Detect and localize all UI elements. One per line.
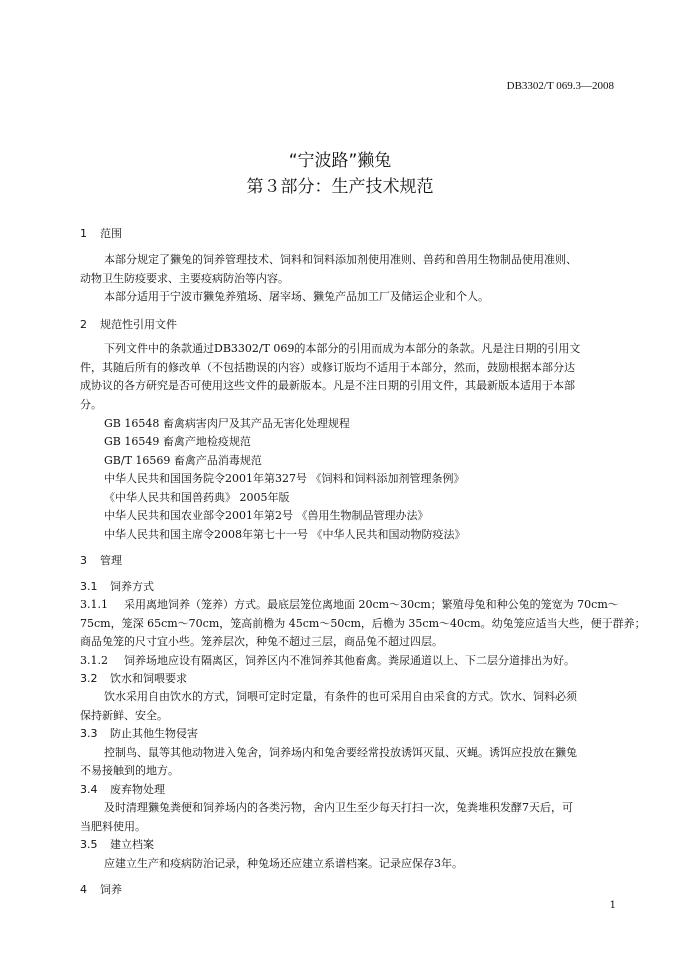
paragraph-line: 商品兔笼的尺寸宜小些。笼养层次，种兔不超过三层，商品兔不超过四层。 <box>80 635 443 648</box>
reference-item: GB/T 16569 畜禽产品消毒规范 <box>104 454 262 467</box>
paragraph-line: 下列文件中的条款通过DB3302/T 069的本部分的引用而成为本部分的条款。凡是注日期的引用文 <box>104 342 581 355</box>
paragraph-line: 应建立生产和疫病防治记录，种兔场还应建立系谱档案。记录应保存3年。 <box>104 857 463 870</box>
section-title: 饮水和饲喂要求 <box>110 672 187 685</box>
reference-item: 中华人民共和国主席令2008年第七十一号 《中华人民共和国动物防疫法》 <box>104 528 466 541</box>
reference-item: GB 16548 畜禽病害肉尸及其产品无害化处理规程 <box>104 417 350 430</box>
clause-number: 3.1.2 <box>80 654 108 667</box>
section-number: 3 <box>80 554 87 567</box>
section-4-heading <box>80 881 122 897</box>
clause-text: 采用离地饲养（笼养）方式。最底层笼位离地面 20cm～30cm；繁殖母兔和种公兔的笼宽为 70cm～ <box>124 598 619 611</box>
paragraph-line: 饮水采用自由饮水的方式，饲喂可定时定量，有条件的也可采用自由采食的方式。饮水、饲料必须 <box>104 690 577 703</box>
paragraph-line: 动物卫生防疫要求、主要疫病防治等内容。 <box>80 272 289 285</box>
section-title: 饲养方式 <box>110 580 154 593</box>
section-number: 3.3 <box>80 727 98 740</box>
section-1-heading <box>80 225 122 241</box>
section-title: 管理 <box>100 554 122 567</box>
subsection-3-3-heading <box>80 725 198 741</box>
section-3-heading <box>80 552 122 568</box>
clause-3-1-2-line <box>80 652 575 668</box>
document-title: “宁波路”獭兔 <box>288 151 392 171</box>
document-number: DB3302/T 069.3—2008 <box>506 80 614 92</box>
paragraph-line: 成协议的各方研究是否可使用这些文件的最新版本。凡是不注日期的引用文件，其最新版本适用于本部 <box>80 379 575 392</box>
section-number: 3.5 <box>80 838 98 851</box>
subsection-3-2-heading <box>80 670 187 686</box>
section-title: 废弃物处理 <box>110 783 165 796</box>
page-number: 1 <box>609 900 616 911</box>
clause-number: 3.1.1 <box>80 598 108 611</box>
section-title: 范围 <box>100 227 122 240</box>
paragraph-line: 本部分规定了獭兔的饲养管理技术、饲料和饲料添加剂使用准则、兽药和兽用生物制品使用准则、 <box>104 253 577 266</box>
paragraph-line: 件，其随后所有的修改单（不包括勘误的内容）或修订版均不适用于本部分，然而，鼓励根据本部分达 <box>80 361 575 374</box>
paragraph-line: 分。 <box>80 398 102 411</box>
clause-3-1-1-line <box>80 596 619 612</box>
subsection-3-5-heading <box>80 836 154 852</box>
paragraph-line: 75cm，笼深 65cm～70cm，笼高前檐为 45cm～50cm，后檐为 35cm～40cm。幼兔笼应适当大些，便于群养； <box>80 617 646 630</box>
paragraph-line: 本部分适用于宁波市獭兔养殖场、屠宰场、獭兔产品加工厂及储运企业和个人。 <box>104 290 489 303</box>
reference-item: 《中华人民共和国兽药典》 2005年版 <box>104 491 290 504</box>
reference-item: GB 16549 畜禽产地检疫规范 <box>104 435 251 448</box>
section-title: 防止其他生物侵害 <box>110 727 198 740</box>
section-number: 3.2 <box>80 672 98 685</box>
paragraph-line: 及时清理獭兔粪便和饲养场内的各类污物，舍内卫生至少每天打扫一次，兔粪堆积发酵7天后，可 <box>104 801 573 814</box>
section-number: 2 <box>80 318 87 331</box>
section-number: 3.1 <box>80 580 98 593</box>
paragraph-line: 控制鸟、鼠等其他动物进入兔舍，饲养场内和兔舍要经常投放诱饵灭鼠、灭蝇。诱饵应投放在獭兔 <box>104 746 577 759</box>
section-2-heading <box>80 316 177 332</box>
paragraph-line: 当肥料使用。 <box>80 820 146 833</box>
section-number: 4 <box>80 883 87 896</box>
section-number: 3.4 <box>80 783 98 796</box>
subsection-3-1-heading <box>80 578 154 594</box>
paragraph-line: 不易接触到的地方。 <box>80 764 179 777</box>
paragraph-line: 保持新鲜、安全。 <box>80 709 168 722</box>
subsection-3-4-heading <box>80 781 165 797</box>
section-number: 1 <box>80 227 87 240</box>
section-title: 规范性引用文件 <box>100 318 177 331</box>
reference-item: 中华人民共和国农业部令2001年第2号 《兽用生物制品管理办法》 <box>104 509 429 522</box>
reference-item: 中华人民共和国国务院令2001年第327号 《饲料和饲料添加剂管理条例》 <box>104 472 465 485</box>
section-title: 建立档案 <box>110 838 154 851</box>
clause-text: 饲养场地应设有隔离区，饲养区内不准饲养其他畜禽。粪尿通道以上、下二层分道排出为好。 <box>124 654 575 667</box>
document-subtitle: 第３部分：生产技术规范 <box>246 177 434 197</box>
section-title: 饲养 <box>100 883 122 896</box>
